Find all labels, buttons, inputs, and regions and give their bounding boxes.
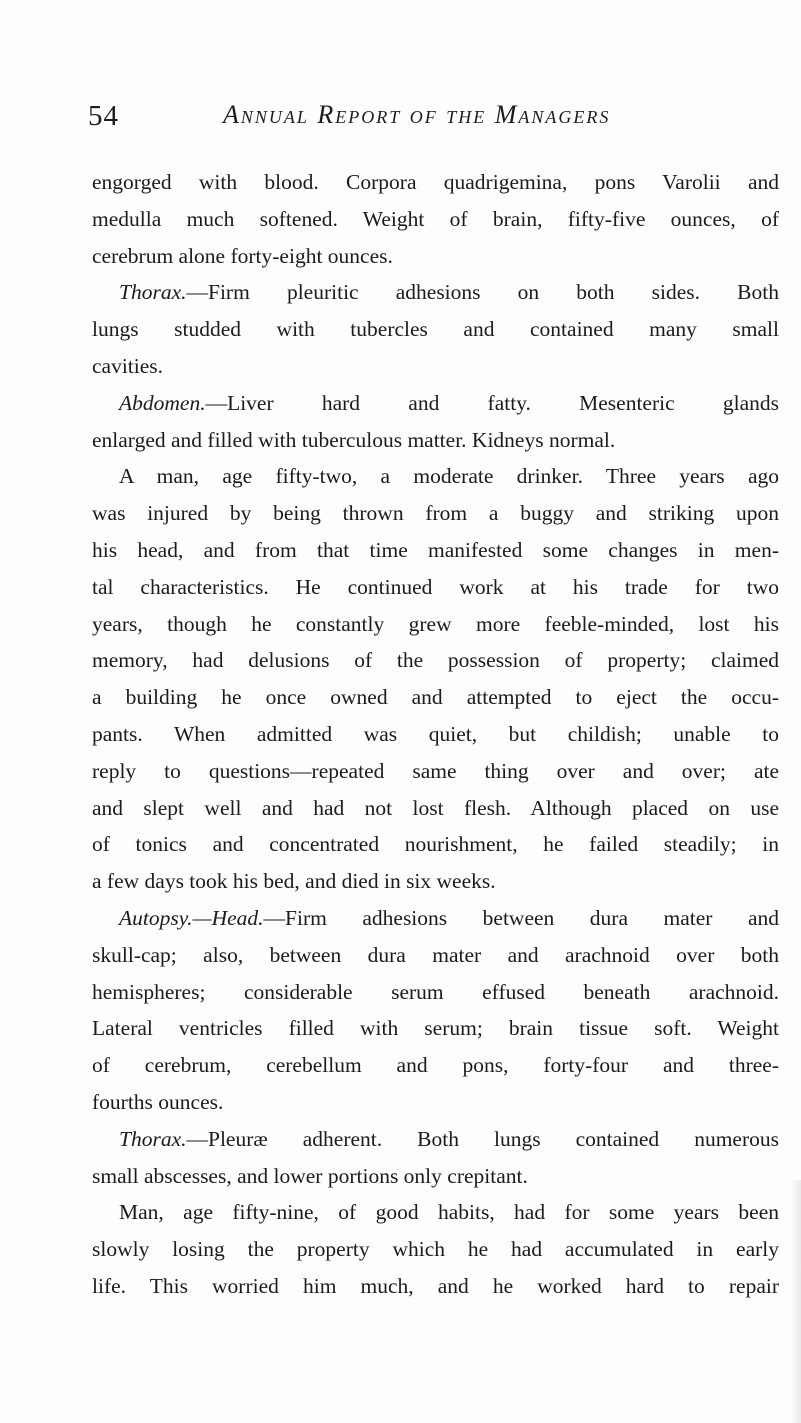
section-label: Abdomen. xyxy=(119,390,206,415)
text-line xyxy=(92,311,779,348)
text-line xyxy=(92,753,779,790)
line-text: a few days took his bed, and died in six weeks. xyxy=(92,869,496,894)
line-text: small abscesses, and lower portions only crepitant. xyxy=(92,1163,528,1188)
line-text: reply to questions—repeated same thing over and over; ate xyxy=(92,758,779,783)
text-line xyxy=(92,826,779,863)
line-text: medulla much softened. Weight of brain, fifty-five ounces, of xyxy=(92,206,779,231)
text-line xyxy=(92,974,779,1011)
text-line xyxy=(92,238,779,275)
body-text xyxy=(92,164,779,1305)
page-edge-shadow xyxy=(791,1180,801,1423)
line-text: —Firm adhesions between dura mater and xyxy=(263,905,779,930)
text-line xyxy=(92,532,779,569)
line-text: Lateral ventricles filled with serum; brain tissue soft. Weight xyxy=(92,1016,779,1041)
section-label: Thorax. xyxy=(119,280,187,305)
line-text: cerebrum alone forty-eight ounces. xyxy=(92,243,393,268)
text-line xyxy=(92,385,779,422)
line-text: hemispheres; considerable serum effused beneath arachnoid. xyxy=(92,979,779,1004)
text-line xyxy=(92,458,779,495)
line-text: —Liver hard and fatty. Mesenteric glands xyxy=(205,390,779,415)
section-label: Thorax. xyxy=(119,1126,187,1151)
line-text: —Pleuræ adherent. Both lungs contained numerous xyxy=(186,1126,779,1151)
line-text: cavities. xyxy=(92,353,164,378)
line-text: years, though he constantly grew more feeble-minded, lost his xyxy=(92,611,779,636)
text-line xyxy=(92,679,779,716)
line-text: tal characteristics. He continued work at his trade for two xyxy=(92,574,779,599)
text-line xyxy=(92,642,779,679)
line-text: of cerebrum, cerebellum and pons, forty-four and three- xyxy=(92,1053,779,1078)
text-line xyxy=(92,716,779,753)
line-text: —Firm pleuritic adhesions on both sides. Both xyxy=(186,280,779,305)
line-text: was injured by being thrown from a buggy and striking upon xyxy=(92,501,779,526)
line-text: his head, and from that time manifested some changes in men- xyxy=(92,537,779,562)
line-text: lungs studded with tubercles and contained many small xyxy=(92,317,779,342)
text-line xyxy=(92,1158,779,1195)
page-header xyxy=(88,100,761,140)
text-line xyxy=(92,606,779,643)
line-text: fourths ounces. xyxy=(92,1089,224,1114)
text-line xyxy=(92,937,779,974)
text-line xyxy=(92,1194,779,1231)
text-line xyxy=(92,863,779,900)
line-text: engorged with blood. Corpora quadrigemina, pons Varolii and xyxy=(92,170,779,194)
line-text: and slept well and had not lost flesh. Although placed on use xyxy=(92,795,779,820)
line-text: enlarged and filled with tuberculous matter. Kidneys normal. xyxy=(92,427,616,452)
text-line xyxy=(92,790,779,827)
text-line xyxy=(92,495,779,532)
text-line xyxy=(92,1268,779,1305)
text-line xyxy=(92,422,779,459)
line-text: memory, had delusions of the possession of property; claimed xyxy=(92,648,779,673)
line-text: skull-cap; also, between dura mater and arachnoid over both xyxy=(92,942,779,967)
page-number: 54 xyxy=(88,100,119,132)
line-text: a building he once owned and attempted to eject the occu- xyxy=(92,685,779,710)
text-line xyxy=(92,1121,779,1158)
text-line xyxy=(92,900,779,937)
text-line xyxy=(92,164,779,201)
section-label: Autopsy.—Head. xyxy=(119,905,264,930)
line-text: slowly losing the property which he had accumulated in early xyxy=(92,1237,779,1262)
line-text: pants. When admitted was quiet, but childish; unable to xyxy=(92,721,779,746)
text-line xyxy=(92,348,779,385)
line-text: Man, age fifty-nine, of good habits, had for some years been xyxy=(119,1200,779,1225)
text-line xyxy=(92,274,779,311)
text-line xyxy=(92,1047,779,1084)
text-line xyxy=(92,1231,779,1268)
line-text: A man, age fifty-two, a moderate drinker. Three years ago xyxy=(119,464,779,489)
running-head: Annual Report of the Managers xyxy=(223,100,611,129)
line-text: life. This worried him much, and he worked hard to repair xyxy=(92,1273,779,1298)
text-line xyxy=(92,569,779,606)
line-text: of tonics and concentrated nourishment, he failed steadily; in xyxy=(92,832,779,857)
text-line xyxy=(92,1010,779,1047)
text-line xyxy=(92,201,779,238)
text-line xyxy=(92,1084,779,1121)
